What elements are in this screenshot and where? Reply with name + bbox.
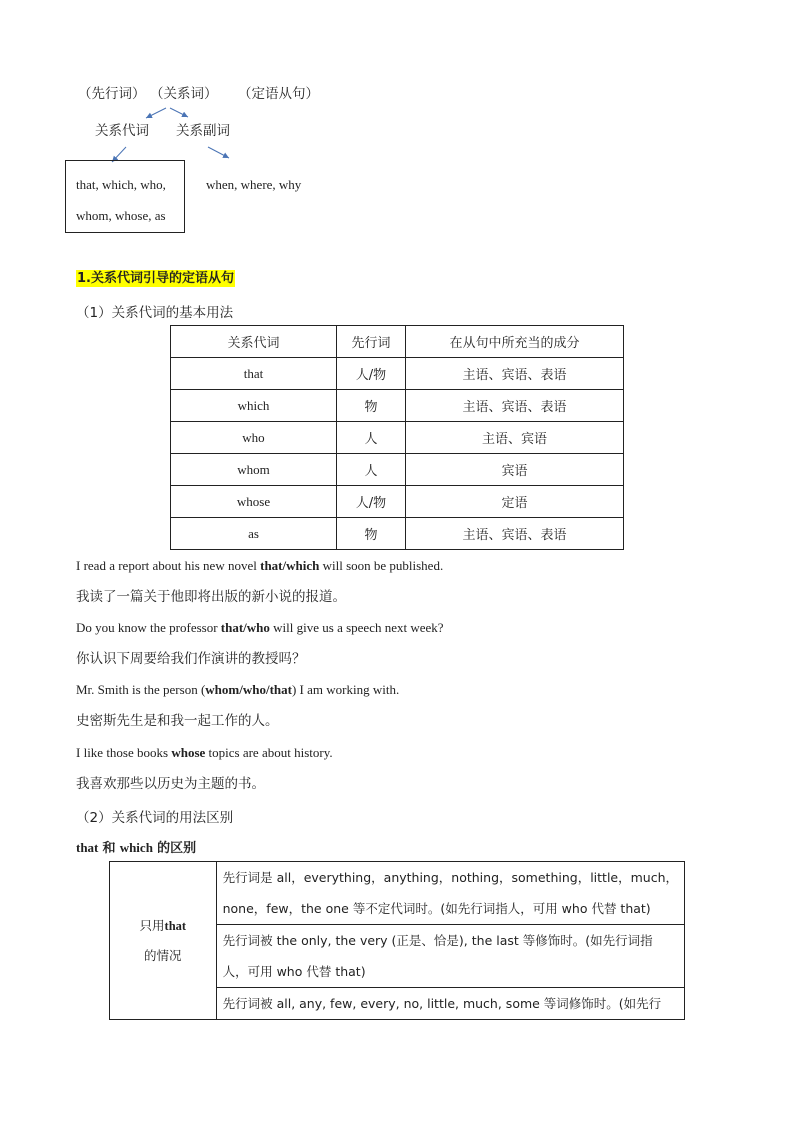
- rel-pronoun-label: 关系代词: [95, 123, 149, 139]
- example-translation-4: 我喜欢那些以历史为主题的书。: [76, 776, 265, 792]
- table-header: 关系代词: [171, 326, 337, 358]
- label-that: that: [164, 918, 187, 933]
- rule-1-line2: none，few，the one 等不定代词时。(如先行词指人，可用 who 代替 that): [222, 901, 651, 916]
- table-row: [171, 518, 624, 550]
- example-text: Mr. Smith is the person (: [76, 682, 206, 697]
- example-sentence-2: [76, 619, 444, 637]
- table-header: 先行词: [337, 326, 406, 358]
- example-text: will give us a speech next week?: [269, 620, 444, 635]
- heading-and: 和: [102, 841, 116, 856]
- example-translation-2: 你认识下周要给我们作演讲的教授吗？: [76, 651, 306, 667]
- rule-1-line1: 先行词是 all，everything，anything，nothing，something，little，much，: [222, 870, 678, 885]
- example-text: I like those books: [76, 745, 172, 760]
- table-cell: which: [171, 390, 337, 422]
- that-only-label-line2: 的情况: [144, 947, 182, 963]
- example-sentence-4: [76, 744, 333, 762]
- example-text: will soon be published.: [319, 558, 444, 573]
- subheading-that-vs-which: [76, 837, 196, 856]
- rel-adverb-label: 关系副词: [176, 123, 230, 139]
- table-row: [171, 454, 624, 486]
- example-sentence-1: [76, 557, 443, 575]
- example-text: I read a report about his new novel: [76, 558, 261, 573]
- heading-difference: 的区别: [157, 841, 197, 856]
- adverb-list: when, where, why: [206, 177, 302, 192]
- clause-label: （定语从句）: [238, 86, 319, 102]
- rule-3-line1: 先行词被 all, any, few, every, no, little, much, some 等词修饰时。(如先行: [222, 996, 662, 1011]
- table-row: [171, 390, 624, 422]
- table-cell: 物: [337, 518, 406, 550]
- table-header-row: [171, 326, 624, 358]
- that-only-label-line1: [116, 911, 210, 941]
- table-cell: 主语、宾语、表语: [406, 390, 624, 422]
- example-translation-1: 我读了一篇关于他即将出版的新小说的报道。: [76, 589, 346, 605]
- table-cell: whom: [171, 454, 337, 486]
- table-row: [171, 358, 624, 390]
- example-relative-word: whom/who/that: [205, 682, 292, 697]
- example-text: topics are about history.: [205, 745, 333, 760]
- table-row: [110, 862, 685, 925]
- arrow-to-pronoun: [146, 108, 166, 118]
- rule-2-line1: 先行词被 the only, the very (正是、恰是), the last 等修饰时。(如先行词指: [222, 933, 653, 948]
- table-cell: 人/物: [337, 358, 406, 390]
- that-only-label-cell: [110, 862, 217, 1020]
- table-header: 在从句中所充当的成分: [406, 326, 624, 358]
- relative-pronoun-table: [170, 325, 624, 550]
- example-translation-3: 史密斯先生是和我一起工作的人。: [76, 713, 279, 729]
- section-title: 1.关系代词引导的定语从句: [77, 271, 234, 286]
- example-sentence-3: [76, 681, 399, 699]
- table-cell: whose: [171, 486, 337, 518]
- example-relative-word: that/who: [220, 620, 270, 635]
- table-row: [171, 486, 624, 518]
- heading-which: which: [119, 840, 153, 855]
- table-cell: 宾语: [406, 454, 624, 486]
- table-cell: 人/物: [337, 486, 406, 518]
- table-row: [171, 422, 624, 454]
- pronoun-list-line2: whom, whose, as: [76, 208, 166, 223]
- arrow-to-adverb: [170, 108, 188, 117]
- label-text: 只用: [139, 917, 165, 933]
- subheading-usage-difference: （2）关系代词的用法区别: [76, 810, 234, 826]
- example-relative-word: whose: [171, 745, 206, 760]
- relative-word-label: （关系词）: [150, 86, 218, 102]
- table-cell: 主语、宾语、表语: [406, 518, 624, 550]
- example-text: ) I am working with.: [291, 682, 400, 697]
- table-cell: 主语、宾语: [406, 422, 624, 454]
- rule-2-line2: 人，可用 who 代替 that): [222, 964, 366, 979]
- example-relative-word: that/which: [260, 558, 320, 573]
- table-cell: who: [171, 422, 337, 454]
- table-cell: 定语: [406, 486, 624, 518]
- subheading-basic-usage: （1）关系代词的基本用法: [76, 305, 234, 321]
- rule-cell-1: [216, 862, 684, 925]
- heading-that: that: [76, 840, 99, 855]
- that-only-table: [109, 861, 685, 1020]
- arrow-to-adverb-list: [208, 147, 229, 158]
- table-cell: 人: [337, 422, 406, 454]
- table-cell: 主语、宾语、表语: [406, 358, 624, 390]
- pronoun-list-line1: that, which, who,: [76, 177, 166, 192]
- table-cell: 人: [337, 454, 406, 486]
- example-text: Do you know the professor: [76, 620, 221, 635]
- antecedent-label: （先行词）: [78, 86, 146, 102]
- rule-cell-2: [216, 925, 684, 988]
- table-cell: that: [171, 358, 337, 390]
- table-cell: as: [171, 518, 337, 550]
- table-cell: 物: [337, 390, 406, 422]
- rule-cell-3: [216, 988, 684, 1020]
